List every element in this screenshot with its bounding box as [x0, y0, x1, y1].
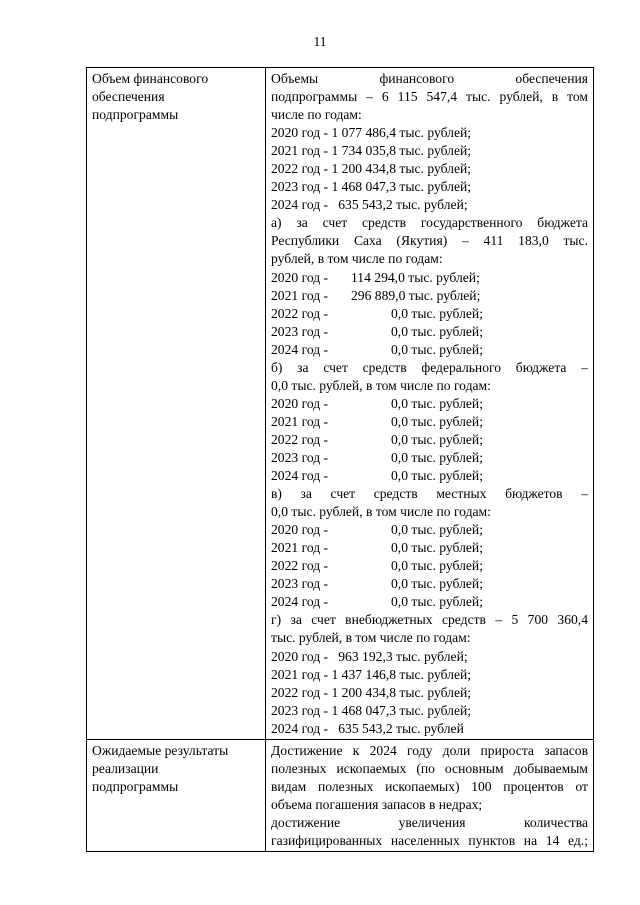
- year-amount: 114 294,0 тыс. рублей;: [351, 269, 480, 285]
- year-amount: 0,0 тыс. рублей;: [391, 413, 483, 429]
- financing-label-line: Объем финансового: [92, 71, 209, 86]
- year-label: 2021 год -: [271, 413, 329, 429]
- extrabudgetary-line: тыс. рублей, в том числе по годам:: [271, 630, 471, 646]
- financing-intro-line: Объемы финансового обеспечения: [271, 71, 588, 86]
- year-amount: 0,0 тыс. рублей;: [391, 558, 483, 574]
- table-row-expected-results: [87, 739, 594, 851]
- year-amount: 0,0 тыс. рублей;: [391, 395, 483, 411]
- local-year-line: [271, 557, 588, 575]
- regional-year-line: [271, 287, 588, 305]
- financing-intro-line: подпрограммы – 6 115 547,4 тыс. рублей, в том: [271, 89, 588, 105]
- total-year-line: 2024 год - 635 543,2 тыс. рублей;: [271, 197, 468, 213]
- federal-budget-line: 0,0 тыс. рублей, в том числе по годам:: [271, 377, 491, 393]
- extrabudgetary-year-line: 2022 год - 1 200 434,8 тыс. рублей;: [271, 684, 472, 700]
- year-label: 2022 год -: [271, 431, 329, 447]
- page-number: 11: [313, 34, 327, 49]
- results-label-line: подпрограммы: [92, 778, 179, 794]
- federal-year-line: [271, 413, 588, 431]
- year-amount: 0,0 тыс. рублей;: [391, 431, 483, 447]
- year-label: 2024 год -: [271, 341, 329, 357]
- year-label: 2022 год -: [271, 305, 329, 321]
- year-label: 2024 год -: [271, 468, 329, 484]
- total-year-line: 2020 год - 1 077 486,4 тыс. рублей;: [271, 125, 472, 141]
- regional-year-line: [271, 269, 588, 287]
- year-amount: 0,0 тыс. рублей;: [391, 305, 483, 321]
- regional-budget-line: а) за счет средств государственного бюджета: [271, 215, 588, 231]
- extrabudgetary-year-line: 2024 год - 635 543,2 тыс. рублей: [271, 720, 464, 736]
- extrabudgetary-line: г) за счет внебюджетных средств – 5 700 360,4: [271, 612, 588, 628]
- results-text-line: Достижение к 2024 году доли прироста запасов: [271, 742, 588, 758]
- year-label: 2020 год -: [271, 269, 329, 285]
- federal-budget-line: б) за счет средств федерального бюджета –: [271, 359, 588, 375]
- year-label: 2020 год -: [271, 522, 329, 538]
- financing-value-cell: [266, 68, 594, 740]
- extrabudgetary-year-line: 2020 год - 963 192,3 тыс. рублей;: [271, 648, 468, 664]
- year-label: 2021 год -: [271, 540, 329, 556]
- financing-intro-line: числе по годам:: [271, 107, 362, 123]
- year-label: 2023 год -: [271, 576, 329, 592]
- year-label: 2024 год -: [271, 594, 329, 610]
- total-year-line: 2023 год - 1 468 047,3 тыс. рублей;: [271, 179, 472, 195]
- extrabudgetary-year-line: 2023 год - 1 468 047,3 тыс. рублей;: [271, 702, 472, 718]
- local-year-line: [271, 521, 588, 539]
- federal-year-line: [271, 395, 588, 413]
- extrabudgetary-year-line: 2021 год - 1 437 146,8 тыс. рублей;: [271, 666, 472, 682]
- year-amount: 0,0 тыс. рублей;: [391, 341, 483, 357]
- local-budget-line: 0,0 тыс. рублей, в том числе по годам:: [271, 504, 491, 520]
- year-amount: 0,0 тыс. рублей;: [391, 540, 483, 556]
- financing-label-line: подпрограммы: [92, 107, 179, 123]
- local-budget-line: в) за счет средств местных бюджетов –: [271, 486, 588, 502]
- results-text-line: газифицированных населенных пунктов на 14 ед.;: [271, 832, 588, 848]
- year-amount: 0,0 тыс. рублей;: [391, 594, 483, 610]
- regional-year-line: [271, 305, 588, 323]
- year-amount: 0,0 тыс. рублей;: [391, 323, 483, 339]
- federal-year-line: [271, 449, 588, 467]
- year-label: 2022 год -: [271, 558, 329, 574]
- local-year-line: [271, 575, 588, 593]
- year-amount: 0,0 тыс. рублей;: [391, 468, 483, 484]
- subprogram-passport-table: [86, 67, 594, 852]
- regional-year-line: [271, 341, 588, 359]
- federal-year-line: [271, 431, 588, 449]
- results-label-cell: [87, 739, 266, 851]
- total-year-line: 2021 год - 1 734 035,8 тыс. рублей;: [271, 143, 472, 159]
- regional-budget-line: рублей, в том числе по годам:: [271, 251, 443, 267]
- results-text-line: видам полезных ископаемых) 100 процентов от: [271, 778, 588, 794]
- results-label-line: Ожидаемые результаты: [92, 742, 229, 758]
- year-label: 2021 год -: [271, 287, 329, 303]
- regional-budget-line: Республики Саха (Якутия) – 411 183,0 тыс.: [271, 233, 588, 249]
- results-value-cell: [266, 739, 594, 851]
- year-label: 2023 год -: [271, 323, 329, 339]
- year-amount: 0,0 тыс. рублей;: [391, 449, 483, 465]
- year-amount: 0,0 тыс. рублей;: [391, 576, 483, 592]
- table-row-financing: [87, 68, 594, 740]
- regional-year-line: [271, 323, 588, 341]
- year-amount: 296 889,0 тыс. рублей;: [351, 287, 481, 303]
- local-year-line: [271, 539, 588, 557]
- year-label: 2020 год -: [271, 395, 329, 411]
- results-text-line: полезных ископаемых (по основным добываемым: [271, 760, 588, 776]
- year-amount: 0,0 тыс. рублей;: [391, 522, 483, 538]
- results-text-line: достижение увеличения количества: [271, 814, 588, 830]
- financing-label-cell: [87, 68, 266, 740]
- local-year-line: [271, 593, 588, 611]
- federal-year-line: [271, 467, 588, 485]
- total-year-line: 2022 год - 1 200 434,8 тыс. рублей;: [271, 161, 472, 177]
- results-text-line: объема погашения запасов в недрах;: [271, 796, 483, 812]
- year-label: 2023 год -: [271, 449, 329, 465]
- financing-label-line: обеспечения: [92, 89, 165, 105]
- results-label-line: реализации: [92, 760, 159, 776]
